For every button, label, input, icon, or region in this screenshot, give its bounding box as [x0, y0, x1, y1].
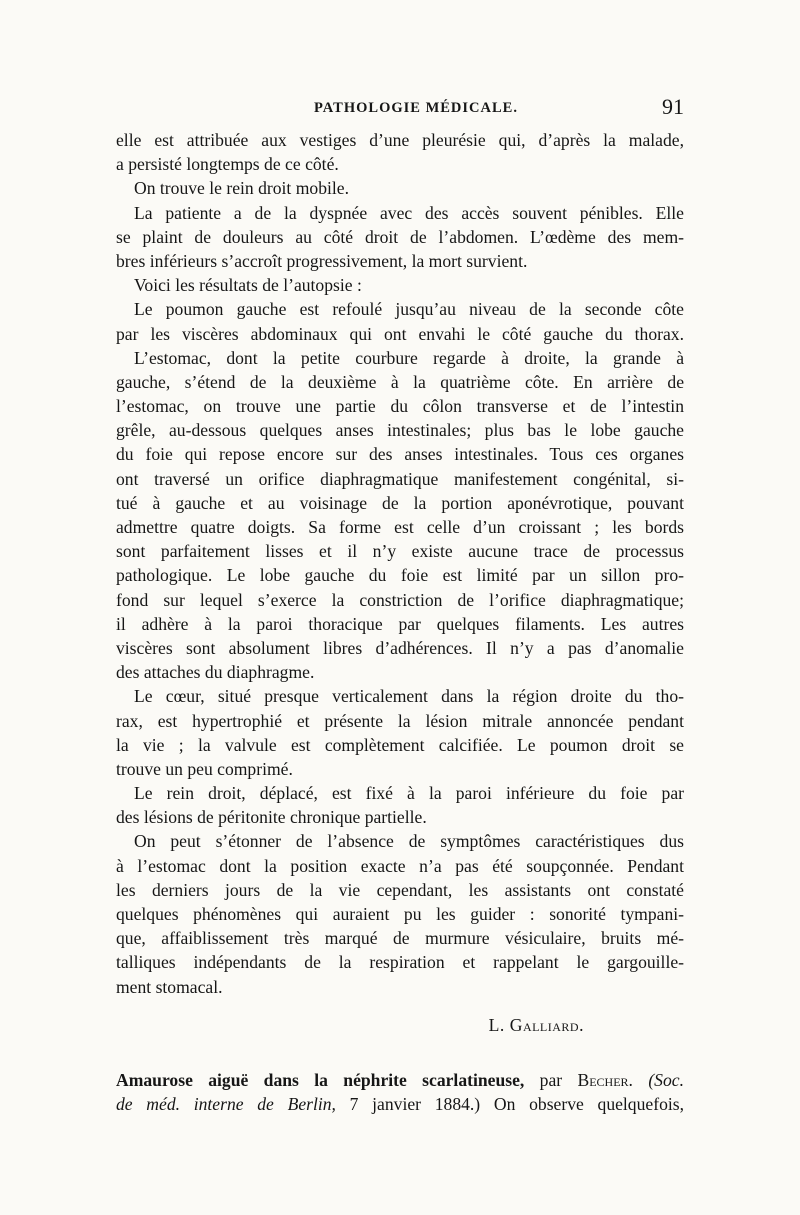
article-title: Amaurose aiguë dans la néphrite scarlatineuse,	[116, 1070, 525, 1090]
text-line: On peut s’étonner de l’absence de symptômes caractéristiques dus	[134, 831, 684, 852]
text-line: du foie qui repose encore sur des anses intestinales. Tous ces organes	[116, 444, 684, 465]
text-line: Le poumon gauche est refoulé jusqu’au niveau de la seconde côte	[134, 299, 684, 320]
page-number: 91	[662, 94, 684, 119]
text-line: viscères sont absolument libres d’adhérences. Il n’y a pas d’anomalie	[116, 637, 684, 658]
running-title: PATHOLOGIE MÉDICALE.	[314, 100, 518, 116]
text-line: ment stomacal.	[116, 976, 223, 997]
signature-name: Galliard.	[509, 1015, 584, 1035]
text-line: Voici les résultats de l’autopsie :	[134, 275, 362, 296]
text-line: se plaint de douleurs au côté droit de l’abdomen. L’œdème des mem-	[116, 226, 684, 247]
text-line: l’estomac, on trouve une partie du côlon transverse et de l’intestin	[116, 396, 684, 417]
text-line: tué à gauche et au voisinage de la portion aponévrotique, pouvant	[116, 492, 684, 513]
source-name: de méd. interne de Berlin,	[116, 1094, 336, 1115]
next-article	[116, 1068, 684, 1116]
article-body	[116, 128, 684, 999]
continuation-text: On observe quelquefois,	[493, 1094, 684, 1115]
text-line: il adhère à la paroi thoracique par quelques filaments. Les autres	[116, 613, 684, 634]
text-line: que, affaiblissement très marqué de murmure vésiculaire, bruits mé-	[116, 928, 684, 949]
text-line: La patiente a de la dyspnée avec des accès souvent pénibles. Elle	[134, 202, 684, 223]
text-line: des lésions de péritonite chronique partielle.	[116, 807, 427, 828]
text-line: a persisté longtemps de ce côté.	[116, 154, 339, 175]
running-header	[116, 96, 684, 124]
text-line: gauche, s’étend de la deuxième à la quatrième côte. En arrière de	[116, 371, 684, 392]
source-open: (Soc.	[648, 1070, 684, 1090]
text-line: talliques indépendants de la respiration et rappelant le gargouille-	[116, 952, 684, 973]
next-article-line-1	[116, 1068, 684, 1092]
text-line: quelques phénomènes qui auraient pu les guider : sonorité tympani-	[116, 904, 684, 924]
signature-initial: L.	[488, 1015, 505, 1035]
text-line: sont parfaitement lisses et il n’y existe aucune trace de processus	[116, 541, 684, 562]
text-line: la vie ; la valvule est complètement calcifiée. Le poumon droit se	[116, 734, 684, 755]
author-prefix: par	[539, 1070, 563, 1090]
text-line: fond sur lequel s’exerce la constriction de l’orifice diaphragmatique;	[116, 589, 684, 610]
text-line: admettre quatre doigts. Sa forme est celle d’un croissant ; les bords	[116, 517, 684, 537]
text-line: ont traversé un orifice diaphragmatique manifestement congénital, si-	[116, 468, 684, 489]
text-line: rax, est hypertrophié et présente la lésion mitrale annoncée pendant	[116, 710, 684, 731]
text-line: bres inférieurs s’accroît progressivement, la mort survient.	[116, 250, 528, 271]
text-line: Le rein droit, déplacé, est fixé à la paroi inférieure du foie par	[134, 783, 684, 804]
text-line: pathologique. Le lobe gauche du foie est limité par un sillon pro-	[116, 565, 684, 586]
text-line: des attaches du diaphragme.	[116, 662, 315, 683]
text-line: par les viscères abdominaux qui ont envahi le côté gauche du thorax.	[116, 323, 684, 344]
text-line: les derniers jours de la vie cependant, les assistants ont constaté	[116, 879, 684, 900]
text-line: grêle, au-dessous quelques anses intestinales; plus bas le lobe gauche	[116, 420, 684, 441]
source-date: 7 janvier 1884.)	[349, 1094, 481, 1115]
article-author: Becher.	[577, 1070, 633, 1090]
next-article-line-2	[116, 1092, 684, 1116]
text-line: à l’estomac dont la position exacte n’a pas été soupçonnée. Pendant	[116, 855, 684, 876]
author-signature	[116, 1015, 684, 1036]
text-line: Le cœur, situé presque verticalement dans la région droite du tho-	[134, 686, 684, 707]
text-line: trouve un peu comprimé.	[116, 758, 293, 779]
text-line: elle est attribuée aux vestiges d’une pleurésie qui, d’après la malade,	[116, 130, 684, 150]
text-line: L’estomac, dont la petite courbure regarde à droite, la grande à	[134, 347, 684, 368]
text-line: On trouve le rein droit mobile.	[134, 178, 349, 199]
